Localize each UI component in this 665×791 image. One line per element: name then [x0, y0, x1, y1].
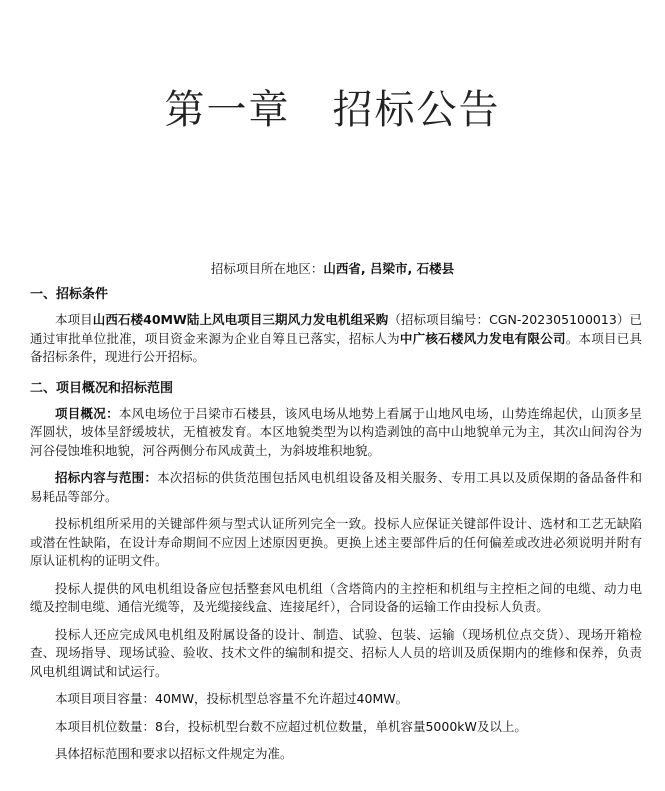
equipment-paragraph: 投标人提供的风电机组设备应包括整套风电机组（含塔筒内的主控柜和机组与主控柜之间的电缆、动力电缆及控制电缆、通信光缆等，及光缆接线盒、连接尾纤），合同设备的运输工作由投标人负责。: [30, 580, 642, 614]
scope-label: 招标内容与范围：: [55, 470, 158, 485]
final-paragraph: 具体招标范围和要求以招标文件规定为准。: [55, 746, 293, 761]
project-name: 山西石楼40MW陆上风电项目三期风力发电机组采购: [92, 312, 389, 327]
bid-conditions-paragraph: [30, 311, 642, 367]
location-label: 招标项目所在地区：: [210, 261, 324, 276]
overview-paragraph: [30, 405, 642, 461]
services-paragraph: 投标人还应完成风电机组及附属设备的设计、制造、试验、包装、运输（现场机位点交货）、现场开箱检查、现场指导、现场试验、验收、技术文件的编制和提交、招标人人员的培训及质保期内的维修和保养，负责风电机组调试和试运行。: [30, 626, 642, 679]
scope-text: 本次招标的供货范围包括风电机组设备及相关服务、专用工具以及质保期的备品备件和易耗品等部分。: [30, 470, 642, 504]
text-run: （招标项目编号：CGN-202305100013）已通过审批单位批准，项目资金来源为企业自筹且已落实，招标人为: [30, 312, 642, 346]
overview-text: 本风电场位于吕梁市石楼县，该风电场从地势上看属于山地风电场，山势连绵起伏，山顶多呈浑圆状，坡体呈舒缓坡状，无植被发育。本区地貌类型为以构造剥蚀的高中山地貌单元为主，其次山间沟谷为河谷侵蚀堆积地貌，河谷两侧分布风成黄土，为斜坡堆积地貌。: [30, 405, 642, 458]
project-location: [0, 259, 665, 277]
overview-label: 项目概况：: [55, 405, 119, 421]
location-value: 山西省, 吕梁市, 石楼县: [323, 261, 455, 276]
text-run: 本项目: [55, 312, 93, 327]
scope-paragraph: [30, 469, 642, 506]
units-paragraph: 本项目机位数量：8台，投标机型台数不应超过机位数量，单机容量5000kW及以上。: [55, 718, 527, 734]
text-run: 。本项目已具备招标条件，现进行公开招标。: [30, 330, 642, 364]
document-body: [30, 285, 642, 773]
chapter-title: 第一章 招标公告: [164, 87, 501, 133]
components-paragraph: 投标机组所采用的关键部件须与型式认证所列完全一致。投标人应保证关键部件设计、选材和工艺无缺陷或潜在性缺陷，在设计寿命期间不应因上述原因更换。更换上述主要部件后的任何偏差或改进必须说明并附有原认证机构的证明文件。: [30, 516, 642, 568]
capacity-paragraph: 本项目项目容量：40MW，投标机型总容量不允许超过40MW。: [55, 691, 409, 706]
section-1-heading: 一、招标条件: [30, 287, 109, 302]
section-2-heading: 二、项目概况和招标范围: [30, 380, 174, 396]
bidder-name: 中广核石楼风力发电有限公司: [399, 330, 566, 346]
